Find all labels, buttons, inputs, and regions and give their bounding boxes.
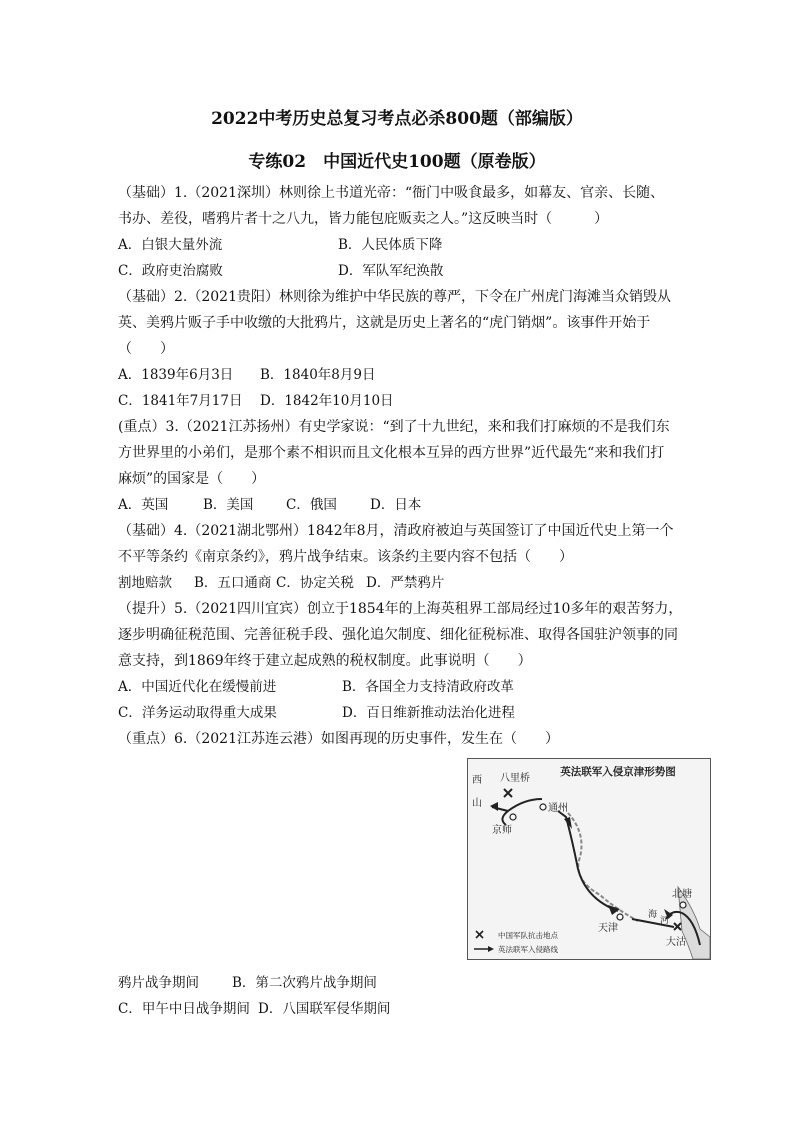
question-2-option-c: C．1841年7月17日 — [118, 393, 243, 409]
question-5-option-a: A．中国近代化在缓慢前进 — [118, 679, 277, 695]
label-haihe-1: 海 — [648, 910, 658, 920]
question-1-stem-line-1: （基础）1.（2021深圳）林则徐上书道光帝：“衙门中吸食最多，如幕友、官亲、长随、 — [118, 185, 665, 201]
invasion-map-figure — [467, 758, 711, 960]
document-title: 2022中考历史总复习考点必杀800题（部编版） — [211, 109, 583, 129]
invasion-map-svg — [468, 759, 710, 959]
question-4-stem-line-1: （基础）4.（2021湖北鄂州）1842年8月，清政府被迫与英国签订了中国近代史上第一个 — [118, 523, 674, 539]
label-haihe-2: 河 — [660, 916, 670, 926]
legend-route-label: 英法联军入侵路线 — [498, 945, 558, 954]
question-1-option-a: A．白银大量外流 — [118, 237, 223, 253]
question-2-option-b: B．1840年8月9日 — [260, 367, 376, 383]
question-4-option-a: 割地赔款 — [118, 575, 172, 591]
question-4-stem-line-2: 不平等条约《南京条约》，鸦片战争结束。该条约主要内容不包括（ ） — [118, 549, 573, 565]
question-1-option-c: C．政府吏治腐败 — [118, 263, 223, 279]
question-6-stem-line-1: （重点）6.（2021江苏连云港）如图再现的历史事件，发生在（ ） — [118, 731, 559, 747]
town-marker-tongzhou — [540, 804, 546, 810]
question-6-option-d: D．八国联军侵华期间 — [258, 1001, 391, 1017]
question-1-stem-line-2: 书办、差役，嗜鸦片者十之八九，皆力能包庇贩卖之人。”这反映当时（ ） — [118, 211, 609, 227]
question-4-option-d: D．严禁鸦片 — [366, 575, 445, 591]
question-3-stem-line-3: 麻烦”的国家是（ ） — [118, 471, 266, 487]
label-xishan-1: 西 — [472, 775, 482, 786]
map-title: 英法联军入侵京津形势图 — [560, 766, 676, 778]
question-2-stem-line-2: 英、美鸦片贩子手中收缴的大批鸦片，这就是历史上著名的“虎门销烟”。该事件开始于 — [118, 315, 651, 331]
question-4-option-c: C．协定关税 — [276, 575, 354, 591]
town-marker-jingshi — [510, 814, 516, 820]
question-2-option-d: D．1842年10月10日 — [260, 393, 394, 409]
question-6-option-c: C．甲午中日战争期间 — [118, 1001, 250, 1017]
question-1-option-b: B．人民体质下降 — [338, 237, 443, 253]
question-1-option-d: D．军队军纪涣散 — [338, 263, 444, 279]
label-jingshi: 京师 — [492, 825, 512, 836]
question-3-option-c: C．俄国 — [286, 497, 337, 513]
question-6-option-b: B．第二次鸦片战争期间 — [232, 975, 377, 991]
question-4-option-b: B．五口通商 — [194, 575, 272, 591]
town-marker-tianjin — [617, 914, 623, 920]
question-5-stem-line-1: （提升）5.（2021四川宜宾）创立于1854年的上海英租界工部局经过10多年的艰苦努力， — [118, 601, 683, 617]
town-marker-beitang — [680, 902, 686, 908]
question-3-stem-line-1: (重点）3.（2021江苏扬州）有史学家说：“到了十九世纪，来和我们打麻烦的不是我们东 — [118, 419, 670, 435]
question-5-stem-line-3: 意支持，到1869年终于建立起成熟的税权制度。此事说明（ ） — [118, 653, 532, 669]
label-xishan-2: 山 — [472, 798, 482, 809]
question-5-option-d: D．百日维新推动法治化进程 — [342, 705, 515, 721]
label-baliqiao: 八里桥 — [500, 773, 530, 784]
legend-battle-label: 中国军队抗击地点 — [498, 931, 558, 940]
question-3-option-b: B．美国 — [203, 497, 254, 513]
label-dagu: 大沽 — [666, 937, 686, 948]
question-5-option-c: C．洋务运动取得重大成果 — [118, 705, 277, 721]
label-beitang: 北塘 — [672, 889, 692, 900]
question-6-option-a: 鸦片战争期间 — [118, 975, 199, 991]
question-3-option-d: D．日本 — [370, 497, 422, 513]
question-2-option-a: A．1839年6月3日 — [118, 367, 234, 383]
label-tianjin: 天津 — [598, 923, 618, 934]
question-3-stem-line-2: 方世界里的小弟们，是那个素不相识而且文化根本互异的西方世界”近代最先“来和我们打 — [118, 445, 665, 461]
question-2-stem-line-1: （基础）2.（2021贵阳）林则徐为维护中华民族的尊严，下令在广州虎门海滩当众销毁从 — [118, 289, 671, 305]
label-tongzhou: 通州 — [548, 803, 568, 814]
question-5-stem-line-2: 逐步明确征税范围、完善征税手段、强化追欠制度、细化征税标准、取得各国驻沪领事的同 — [118, 627, 678, 643]
question-2-stem-line-3: （ ） — [118, 341, 174, 357]
document-subtitle: 专练02 中国近代史100题（原卷版） — [248, 152, 546, 172]
question-3-option-a: A．英国 — [118, 497, 169, 513]
question-5-option-b: B．各国全力支持清政府改革 — [342, 679, 514, 695]
